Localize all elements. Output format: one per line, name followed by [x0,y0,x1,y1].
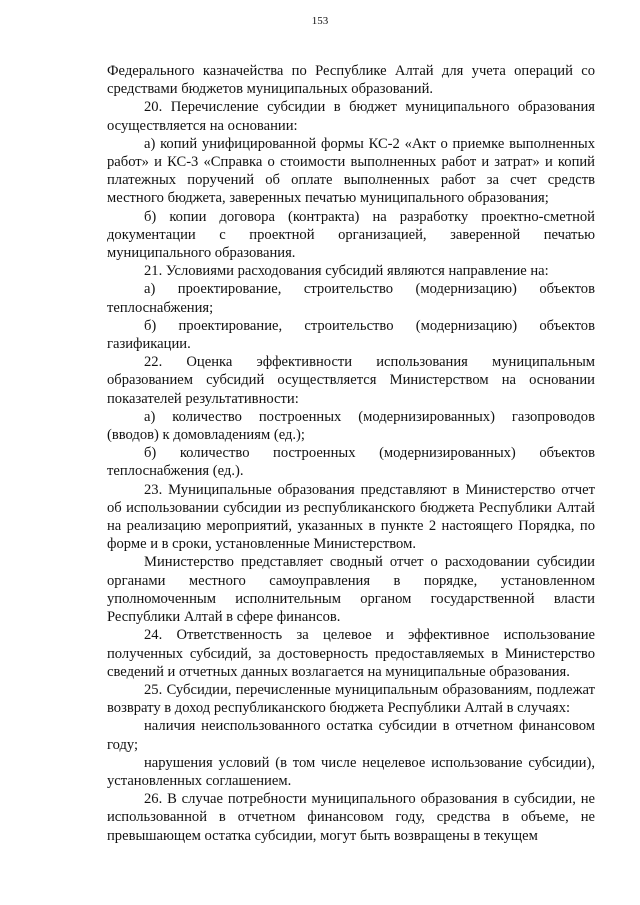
paragraph-item-21: 21. Условиями расходования субсидий являются направление на: [144,263,549,280]
paragraph-item-23: 23. Муниципальные образования представляют в Министерство отчет об использовании субсидии из республиканского бюджета Республики Алтай на реализацию мероприятий, указанных в пункте 2 настоящего Порядка, по форме и в сроки, установленные Министерством. [107,481,595,553]
paragraph-item-26: 26. В случае потребности муниципального образования в субсидии, не использованной в отчетном финансовом году, средства в объеме, не превышающем остатка субсидии, могут быть возвращены в текущем [107,791,595,844]
paragraph-continuation: Федерального казначейства по Республике Алтай для учета операций со средствами бюджетов муниципальных образований. [107,63,595,98]
paragraph-item-22-a: а) количество построенных (модернизированных) газопроводов (вводов) к домовладениям (ед.); [107,408,595,444]
paragraph-item-20: 20. Перечисление субсидии в бюджет муниципального образования осуществляется на основании: [107,99,595,134]
paragraph-item-23-summary: Министерство представляет сводный отчет о расходовании субсидии органами местного самоуправления в порядке, установленном уполномоченным исполнительным органом государственной власти Республики Алтай в сфере финансов. [107,554,595,626]
page-number: 153 [311,15,329,27]
paragraph-item-25-case-1: наличия неиспользованного остатка субсидии в отчетном финансовом году; [107,718,595,753]
paragraph-item-25-case-2: нарушения условий (в том числе нецелевое использование субсидии), установленных соглашением. [107,754,595,789]
paragraph-item-22-b: б) количество построенных (модернизированных) объектов теплоснабжения (ед.). [107,445,595,480]
paragraph-item-21-b: б) проектирование, строительство (модернизацию) объектов газификации. [107,317,595,353]
paragraph-item-25: 25. Субсидии, перечисленные муниципальным образованиям, подлежат возврату в доход республиканского бюджета Республики Алтай в случаях: [107,681,595,717]
paragraph-item-21-a: а) проектирование, строительство (модернизацию) объектов теплоснабжения; [107,281,595,316]
paragraph-item-24: 24. Ответственность за целевое и эффективное использование полученных субсидий, за достоверность предоставляемых в Министерство сведений и отчетных данных возлагается на муниципальные образования. [107,627,595,680]
paragraph-item-20-a: а) копий унифицированной формы КС-2 «Акт о приемке выполненных работ» и КС-3 «Справка о стоимости выполненных работ и затрат» и копий платежных поручений об оплате выполненных работ за счет средств местного бюджета, заверенных печатью муниципального образования; [107,135,595,207]
paragraph-item-20-b: б) копии договора (контракта) на разработку проектно-сметной документации с проектной организацией, заверенной печатью муниципального образования. [107,208,595,262]
document-body [107,62,595,845]
paragraph-item-22: 22. Оценка эффективности использования муниципальным образованием субсидий осуществляется Министерством на основании показателей результативности: [107,354,595,407]
